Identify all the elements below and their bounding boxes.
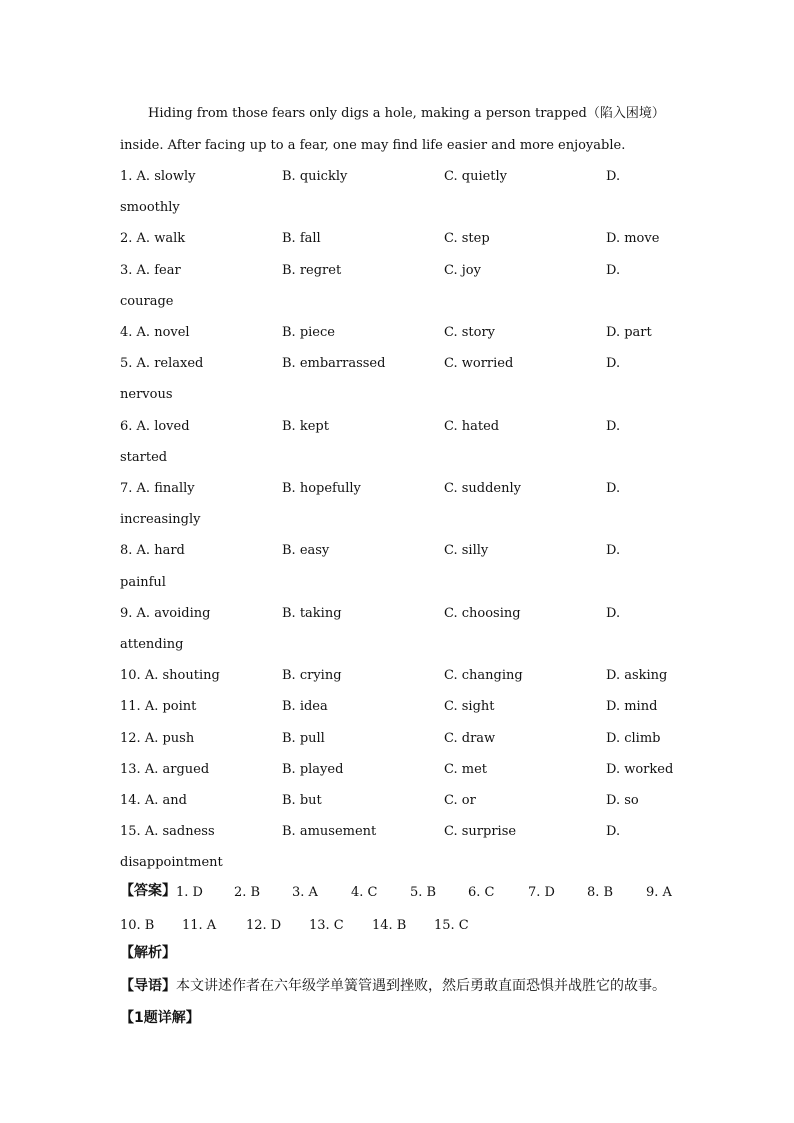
option-a-text: A. loved (136, 418, 190, 434)
answer-label: 【答案】 (120, 883, 176, 899)
option-d: D. climb (606, 730, 661, 746)
option-a-text: A. novel (136, 325, 190, 340)
option-b: B. hopefully (282, 481, 361, 496)
answer-item: 5. B (410, 885, 437, 900)
option-b: B. played (282, 761, 344, 777)
question-number: 8. (120, 543, 133, 559)
answer-item: 10. B (120, 918, 155, 933)
question-number: 10. (120, 668, 141, 684)
question-number: 15. (120, 824, 141, 840)
option-a (120, 763, 209, 776)
option-d: D. (606, 824, 621, 840)
option-d: D. mind (606, 699, 658, 715)
option-b: B. idea (282, 699, 328, 715)
option-b: B. fall (282, 231, 321, 247)
option-a (120, 669, 220, 682)
option-d-wrapped-text: nervous (120, 387, 173, 403)
guide-label: 【导语】 (120, 978, 176, 994)
answer-item: 11. A (182, 918, 217, 933)
answer-item: 2. B (234, 885, 261, 900)
answer-item: 8. B (587, 885, 614, 900)
answer-item: 6. C (468, 885, 495, 900)
question-number: 1. (120, 169, 133, 184)
question-number: 14. (120, 793, 141, 808)
detail-heading: 【1题详解】 (120, 1010, 200, 1026)
option-a (120, 732, 194, 745)
option-a-text: A. sadness (144, 824, 215, 840)
option-a-text: A. hard (136, 543, 185, 559)
option-c: C. draw (444, 730, 496, 746)
option-d: D. move (606, 231, 660, 247)
analysis-heading: 【解析】 (120, 945, 176, 961)
option-d: D. part (606, 325, 652, 340)
guide-text: 本文讲述作者在六年级学单簧管遇到挫败，然后勇敢直面恐惧并战胜它的故事。 (176, 978, 666, 994)
option-a-text: A. fear (136, 262, 181, 278)
option-c: C. joy (444, 262, 481, 278)
option-b: B. kept (282, 418, 329, 434)
option-d: D. so (606, 793, 639, 808)
option-a-text: A. argued (144, 761, 210, 777)
option-a (120, 482, 195, 495)
option-a (120, 544, 185, 557)
option-d-wrapped-text: disappointment (120, 855, 223, 871)
option-b: B. easy (282, 543, 330, 559)
option-b: B. taking (282, 605, 342, 621)
answer-item: 12. D (246, 918, 282, 933)
option-b: B. amusement (282, 824, 377, 840)
intro-line-1: Hiding from those fears only digs a hole, making a person trapped（陷入困境） (148, 106, 665, 121)
answer-item: 3. A (292, 885, 318, 900)
option-c: C. sight (444, 699, 495, 715)
option-b: B. piece (282, 325, 335, 340)
option-a (120, 700, 196, 713)
option-b: B. regret (282, 262, 342, 278)
option-a-text: A. and (144, 793, 187, 808)
option-b: B. quickly (282, 169, 348, 184)
option-d: D. (606, 605, 621, 621)
option-a (120, 607, 210, 620)
option-c: C. suddenly (444, 481, 522, 496)
answer-item: 7. D (528, 885, 555, 900)
answer-item: 15. C (434, 918, 469, 933)
option-a-text: A. relaxed (136, 356, 204, 372)
option-a (120, 794, 187, 807)
option-d-wrapped-text: started (120, 449, 168, 465)
option-c: C. worried (444, 356, 514, 372)
option-a (120, 326, 190, 339)
option-b: B. pull (282, 730, 325, 746)
option-c: C. silly (444, 543, 489, 559)
option-d: D. (606, 262, 621, 278)
option-a-text: A. walk (136, 231, 186, 247)
option-b: B. but (282, 793, 322, 808)
option-c: C. quietly (444, 169, 508, 184)
question-number: 13. (120, 761, 141, 777)
option-a-text: A. slowly (136, 169, 196, 184)
question-number: 11. (120, 699, 141, 715)
question-number: 5. (120, 356, 133, 372)
option-a-text: A. shouting (144, 668, 220, 684)
answer-item: 13. C (309, 918, 344, 933)
answer-item: 1. D (176, 885, 203, 900)
option-a-text: A. finally (136, 481, 195, 496)
answer-item: 9. A (646, 885, 672, 900)
option-d-wrapped-text: increasingly (120, 512, 201, 528)
option-a (120, 264, 181, 277)
option-c: C. hated (444, 418, 500, 434)
option-b: B. embarrassed (282, 356, 386, 372)
option-a-text: A. point (144, 699, 197, 715)
option-d: D. asking (606, 668, 668, 684)
option-c: C. step (444, 231, 490, 247)
option-d: D. (606, 543, 621, 559)
question-number: 4. (120, 325, 133, 340)
question-number: 6. (120, 418, 133, 434)
option-c: C. choosing (444, 605, 521, 621)
option-a (120, 420, 190, 433)
question-number: 9. (120, 605, 133, 621)
option-c: C. changing (444, 668, 523, 684)
option-d: D. (606, 356, 621, 372)
question-number: 3. (120, 262, 133, 278)
option-a (120, 232, 185, 245)
option-c: C. surprise (444, 824, 517, 840)
option-d-wrapped-text: smoothly (120, 200, 180, 216)
option-c: C. or (444, 793, 476, 808)
option-a-text: A. avoiding (136, 605, 211, 621)
question-number: 7. (120, 481, 133, 496)
option-d-wrapped-text: painful (120, 574, 166, 590)
option-d: D. (606, 169, 621, 184)
option-d: D. worked (606, 761, 674, 777)
option-d: D. (606, 481, 621, 496)
intro-line-2: inside. After facing up to a fear, one may find life easier and more enjoyable. (120, 138, 626, 153)
option-a-text: A. push (144, 730, 195, 746)
option-a (120, 825, 215, 838)
option-d-wrapped-text: courage (120, 293, 174, 309)
option-a (120, 357, 203, 370)
option-a (120, 170, 196, 183)
option-c: C. met (444, 761, 487, 777)
option-c: C. story (444, 325, 496, 340)
question-number: 2. (120, 231, 133, 247)
option-b: B. crying (282, 668, 342, 684)
answer-item: 14. B (372, 918, 407, 933)
option-d-wrapped-text: attending (120, 637, 184, 652)
guide-line (120, 979, 666, 993)
answer-item: 4. C (351, 885, 378, 900)
question-number: 12. (120, 730, 141, 746)
option-d: D. (606, 418, 621, 434)
